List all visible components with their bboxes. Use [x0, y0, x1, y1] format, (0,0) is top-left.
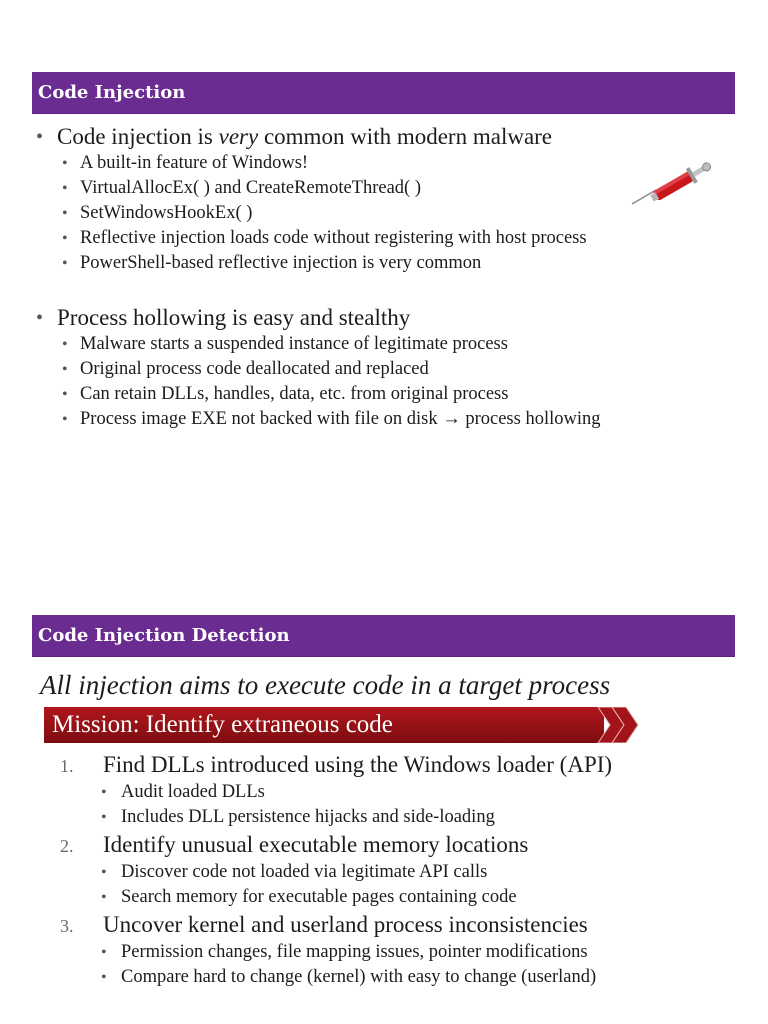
list-item: • Compare hard to change (kernel) with easy to change (userland)	[60, 965, 612, 990]
double-chevron-icon	[596, 707, 640, 743]
slide-code-injection-detection	[0, 540, 768, 1024]
slide-title: Code Injection Detection	[32, 615, 735, 657]
step-heading: 3. Uncover kernel and userland process inconsistencies	[60, 910, 612, 940]
list-item: • VirtualAllocEx( ) and CreateRemoteThread( )	[36, 176, 748, 201]
list-item: • PowerShell-based reflective injection is very common	[36, 251, 748, 276]
slide-subtitle: All injection aims to execute code in a target process	[40, 670, 611, 700]
list-item: • Discover code not loaded via legitimate API calls	[60, 860, 612, 885]
bullet-heading: • Code injection is very common with modern malware	[36, 123, 748, 151]
slide-title: Code Injection	[32, 72, 735, 114]
step-heading: 2. Identify unusual executable memory locations	[60, 830, 612, 860]
bullet-group-process-hollowing	[36, 304, 748, 432]
step-number: 2.	[60, 836, 74, 856]
list-item: • Process image EXE not backed with file on disk → process hollowing	[36, 407, 748, 432]
bullet-group-code-injection	[36, 123, 748, 276]
numbered-steps	[60, 750, 612, 990]
list-item: • Permission changes, file mapping issues, pointer modifications	[60, 940, 612, 965]
list-item: • Original process code deallocated and replaced	[36, 357, 748, 382]
mission-banner: Mission: Identify extraneous code	[44, 707, 604, 743]
list-item: • Audit loaded DLLs	[60, 780, 612, 805]
step-heading: 1. Find DLLs introduced using the Windows loader (API)	[60, 750, 612, 780]
list-item: • SetWindowsHookEx( )	[36, 201, 748, 226]
bullet-heading: • Process hollowing is easy and stealthy	[36, 304, 748, 332]
list-item: • Reflective injection loads code without registering with host process	[36, 226, 748, 251]
step-number: 3.	[60, 916, 74, 936]
list-item: • A built-in feature of Windows!	[36, 151, 748, 176]
list-item: • Can retain DLLs, handles, data, etc. from original process	[36, 382, 748, 407]
list-item: • Includes DLL persistence hijacks and side-loading	[60, 805, 612, 830]
step-number: 1.	[60, 756, 74, 776]
list-item: • Search memory for executable pages containing code	[60, 885, 612, 910]
list-item: • Malware starts a suspended instance of legitimate process	[36, 332, 748, 357]
